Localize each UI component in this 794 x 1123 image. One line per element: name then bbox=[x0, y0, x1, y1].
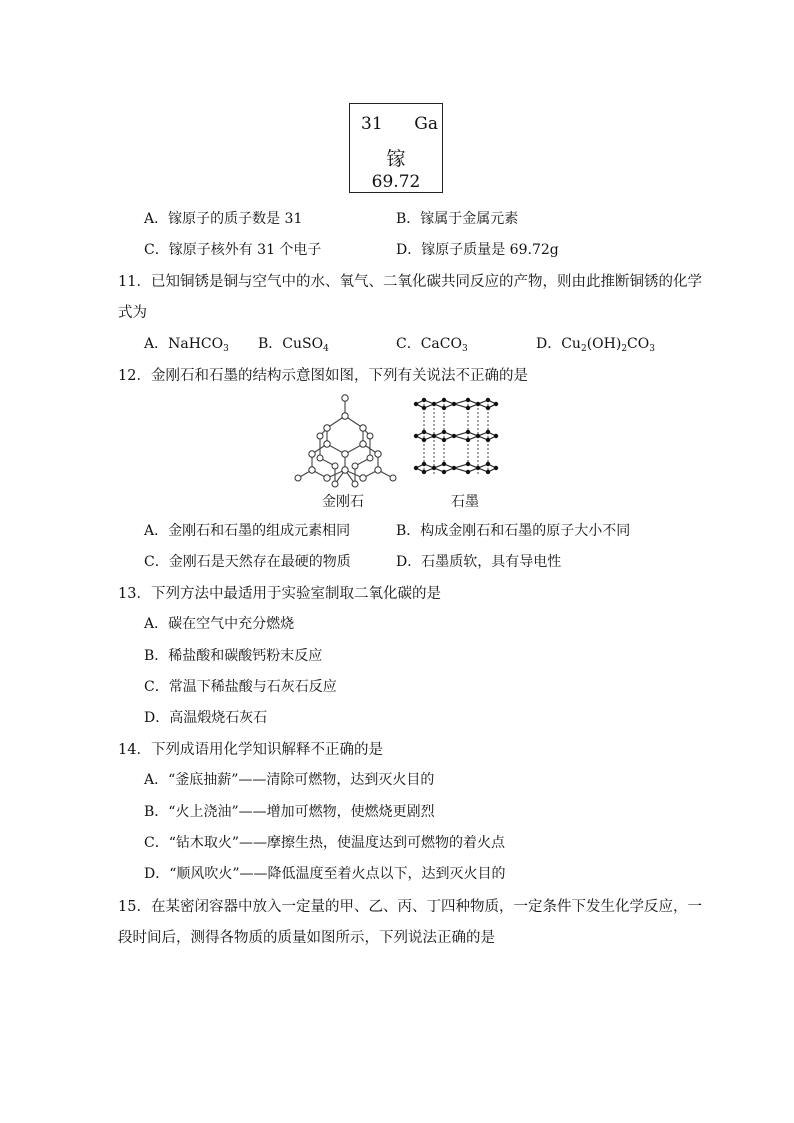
q15-stem-line2: 段时间后，测得各物质的质量如图所示，下列说法正确的是 bbox=[118, 930, 495, 946]
element-symbol: Ga bbox=[414, 114, 438, 134]
element-name: 镓 bbox=[386, 148, 406, 170]
q14-option-d: D．“顺风吹火”——降低温度至着火点以下，达到灭火目的 bbox=[144, 866, 506, 882]
q11-option-d: D．$Cu_2(OH)_2CO_3$ bbox=[536, 336, 655, 354]
q13-stem: 13．下列方法中最适用于实验室制取二氧化碳的是 bbox=[118, 586, 441, 602]
q10-option-c: C．镓原子核外有 31 个电子 bbox=[144, 242, 322, 258]
q11-option-c: C．CaCO$_3$ bbox=[396, 336, 468, 354]
q12-option-c: C．金刚石是天然存在最硬的物质 bbox=[144, 554, 351, 570]
element-card bbox=[349, 103, 443, 193]
q12-option-a: A．金刚石和石墨的组成元素相同 bbox=[144, 523, 351, 539]
q13-option-a: A．碳在空气中充分燃烧 bbox=[144, 616, 295, 632]
q14-stem: 14．下列成语用化学知识解释不正确的是 bbox=[118, 742, 383, 758]
atomic-mass: 69.72 bbox=[371, 172, 421, 192]
q10-option-a: A．镓原子的质子数是 31 bbox=[144, 211, 303, 227]
q12-stem: 12．金刚石和石墨的结构示意图如图，下列有关说法不正确的是 bbox=[118, 368, 528, 384]
q11-stem-line2: 式为 bbox=[118, 305, 147, 321]
q13-option-d: D．高温煅烧石灰石 bbox=[144, 710, 268, 726]
q13-option-b: B．稀盐酸和碳酸钙粉末反应 bbox=[144, 648, 323, 664]
q10-option-d: D．镓原子质量是 69.72g bbox=[396, 242, 559, 258]
graphite-structure-diagram bbox=[410, 392, 502, 488]
diamond-label: 金刚石 bbox=[322, 494, 364, 510]
q11-stem-line1: 11．已知铜锈是铜与空气中的水、氧气、二氧化碳共同反应的产物，则由此推断铜锈的化学 bbox=[118, 274, 702, 290]
q14-option-c: C．“钻木取火”——摩擦生热，使温度达到可燃物的着火点 bbox=[144, 835, 506, 851]
q15-stem-line1: 15．在某密闭容器中放入一定量的甲、乙、丙、丁四种物质，一定条件下发生化学反应，一 bbox=[118, 899, 702, 915]
q14-option-a: A．“釜底抽薪”——清除可燃物，达到灭火目的 bbox=[144, 772, 435, 788]
q13-option-c: C．常温下稀盐酸与石灰石反应 bbox=[144, 679, 337, 695]
graphite-label: 石墨 bbox=[451, 494, 479, 510]
q14-option-b: B．“火上浇油”——增加可燃物，使燃烧更剧烈 bbox=[144, 804, 435, 820]
q10-option-b: B．镓属于金属元素 bbox=[396, 211, 519, 227]
diamond-structure-diagram bbox=[290, 392, 402, 490]
q12-option-d: D．石墨质软，具有导电性 bbox=[396, 554, 562, 570]
q11-option-a: A．NaHCO$_3$ bbox=[144, 336, 229, 354]
atomic-number: 31 bbox=[361, 114, 383, 134]
q12-option-b: B．构成金刚石和石墨的原子大小不同 bbox=[396, 523, 631, 539]
q11-option-b: B．CuSO$_4$ bbox=[258, 336, 329, 354]
